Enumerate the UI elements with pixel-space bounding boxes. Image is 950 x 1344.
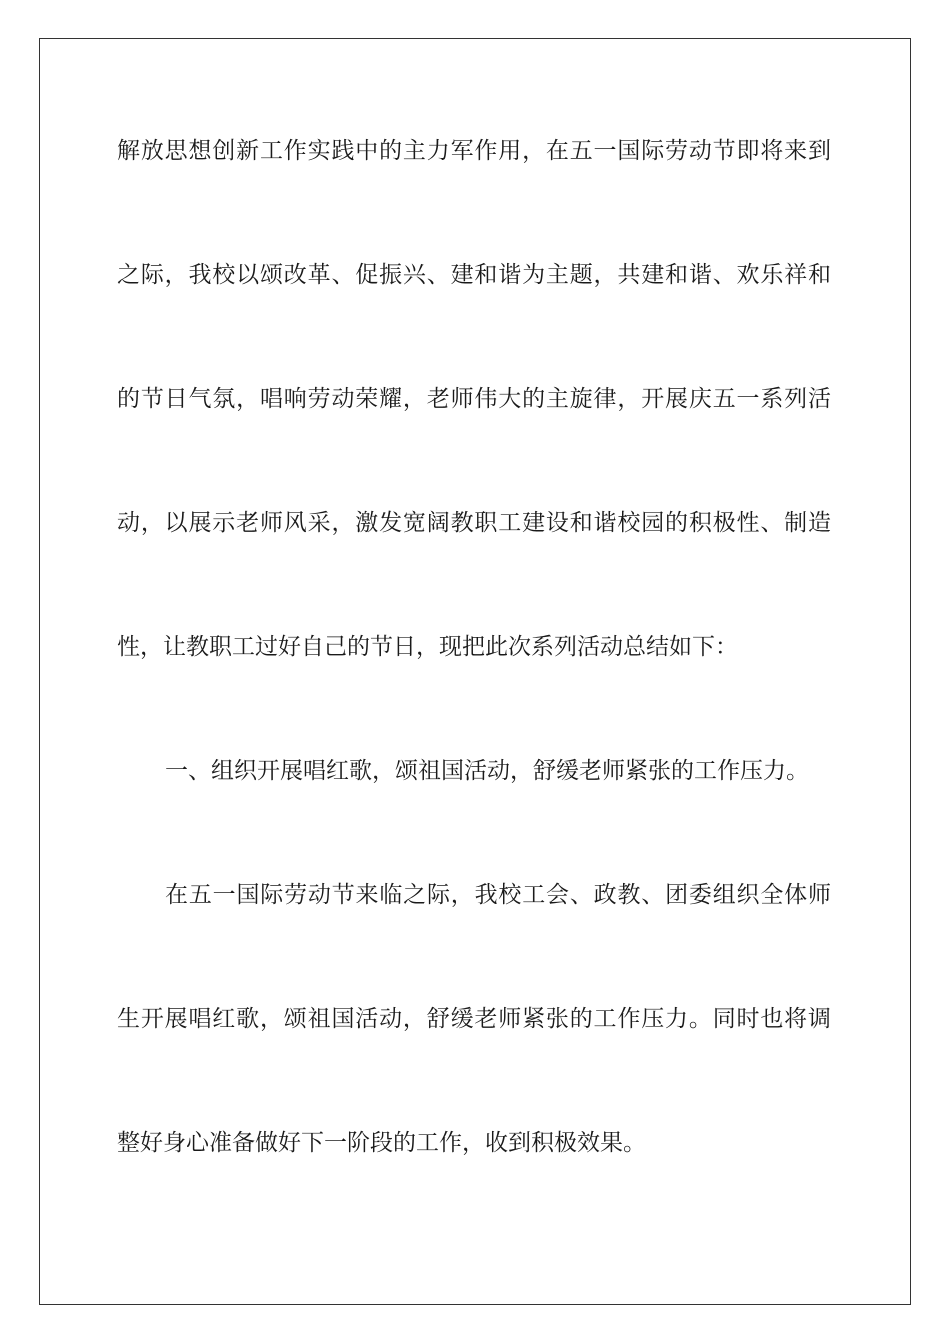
- paragraph-line: 在五一国际劳动节来临之际，我校工会、政教、团委组织全体师: [165, 882, 831, 908]
- paragraph-line: 整好身心准备做好下一阶段的工作，收到积极效果。: [117, 1130, 646, 1156]
- section-heading: 一、组织开展唱红歌，颂祖国活动，舒缓老师紧张的工作压力。: [165, 758, 809, 784]
- paragraph-line: 的节日气氛，唱响劳动荣耀，老师伟大的主旋律，开展庆五一系列活: [117, 386, 831, 412]
- paragraph-line: 之际，我校以颂改革、促振兴、建和谐为主题，共建和谐、欢乐祥和: [117, 262, 831, 288]
- page-frame: [39, 38, 911, 1305]
- paragraph-line: 生开展唱红歌，颂祖国活动，舒缓老师紧张的工作压力。同时也将调: [117, 1006, 831, 1032]
- paragraph-line: 解放思想创新工作实践中的主力军作用，在五一国际劳动节即将来到: [117, 138, 831, 164]
- paragraph-line: 性，让教职工过好自己的节日，现把此次系列活动总结如下：: [117, 634, 738, 660]
- paragraph-line: 动，以展示老师风采，激发宽阔教职工建设和谐校园的积极性、制造: [117, 510, 831, 536]
